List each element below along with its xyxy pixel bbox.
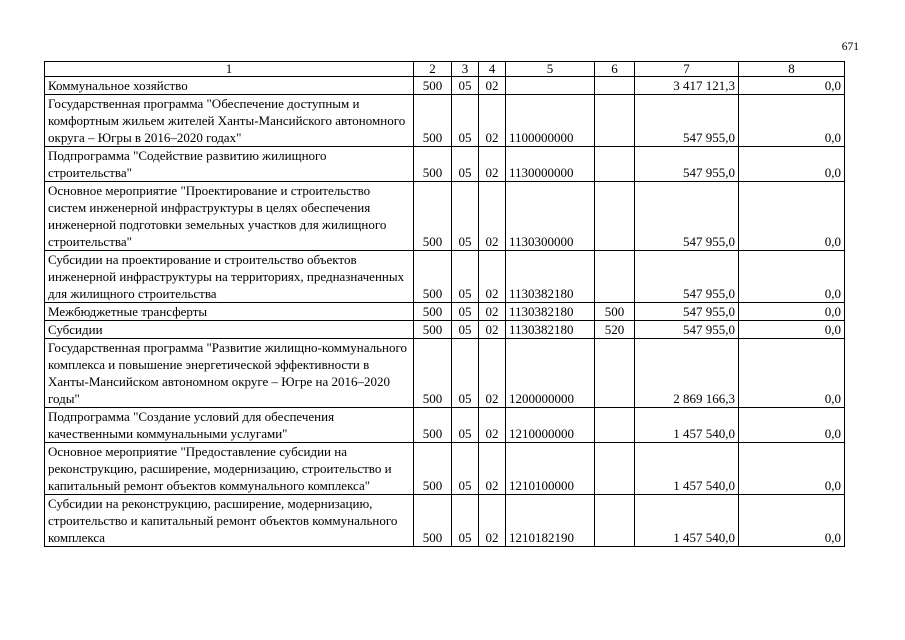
cell-expense-type	[595, 77, 635, 95]
table-row	[45, 303, 845, 321]
cell-amount-federal: 0,0	[739, 408, 845, 443]
cell-expense-type	[595, 95, 635, 147]
cell-expense-type	[595, 495, 635, 547]
cell-amount-federal: 0,0	[739, 77, 845, 95]
cell-expense-type	[595, 251, 635, 303]
cell-subsection: 02	[479, 147, 506, 182]
cell-amount: 547 955,0	[635, 303, 739, 321]
cell-amount-federal: 0,0	[739, 95, 845, 147]
cell-amount: 547 955,0	[635, 251, 739, 303]
cell-target-article: 1130300000	[506, 182, 595, 251]
row-name: Государственная программа "Развитие жилищно-коммунального комплекса и повышение энергетической эффективности в Ханты-Мансийском автономном округе – Югре на 2016–2020 годы"	[45, 339, 414, 408]
cell-section: 05	[452, 443, 479, 495]
cell-section: 05	[452, 251, 479, 303]
cell-admin-code: 500	[414, 443, 452, 495]
cell-section: 05	[452, 408, 479, 443]
cell-section: 05	[452, 147, 479, 182]
cell-admin-code: 500	[414, 95, 452, 147]
cell-amount: 1 457 540,0	[635, 495, 739, 547]
cell-target-article: 1130000000	[506, 147, 595, 182]
cell-expense-type	[595, 408, 635, 443]
cell-subsection: 02	[479, 443, 506, 495]
cell-subsection: 02	[479, 495, 506, 547]
cell-section: 05	[452, 321, 479, 339]
budget-table	[44, 61, 845, 547]
table-row	[45, 95, 845, 147]
cell-target-article: 1130382180	[506, 251, 595, 303]
cell-amount-federal: 0,0	[739, 251, 845, 303]
cell-amount-federal: 0,0	[739, 443, 845, 495]
column-header: 5	[506, 62, 595, 77]
cell-section: 05	[452, 95, 479, 147]
cell-expense-type	[595, 147, 635, 182]
row-name: Межбюджетные трансферты	[45, 303, 414, 321]
row-name: Основное мероприятие "Предоставление субсидии на реконструкцию, расширение, модернизацию, строительство и капитальный ремонт объектов коммунального комплекса"	[45, 443, 414, 495]
row-name: Коммунальное хозяйство	[45, 77, 414, 95]
cell-expense-type	[595, 443, 635, 495]
cell-subsection: 02	[479, 303, 506, 321]
table-row	[45, 408, 845, 443]
column-header: 4	[479, 62, 506, 77]
cell-subsection: 02	[479, 182, 506, 251]
cell-admin-code: 500	[414, 339, 452, 408]
row-name: Подпрограмма "Содействие развитию жилищного строительства"	[45, 147, 414, 182]
cell-target-article: 1210000000	[506, 408, 595, 443]
cell-section: 05	[452, 339, 479, 408]
row-name: Субсидии на проектирование и строительство объектов инженерной инфраструктуры на территориях, предназначенных для жилищного строительства	[45, 251, 414, 303]
row-name: Государственная программа "Обеспечение доступным и комфортным жильем жителей Ханты-Мансийского автономного округа – Югры в 2016–2020 годах"	[45, 95, 414, 147]
cell-admin-code: 500	[414, 495, 452, 547]
cell-target-article: 1130382180	[506, 321, 595, 339]
cell-section: 05	[452, 495, 479, 547]
column-header: 3	[452, 62, 479, 77]
cell-target-article: 1130382180	[506, 303, 595, 321]
cell-admin-code: 500	[414, 321, 452, 339]
cell-admin-code: 500	[414, 303, 452, 321]
column-header: 2	[414, 62, 452, 77]
row-name: Субсидии	[45, 321, 414, 339]
cell-amount-federal: 0,0	[739, 339, 845, 408]
table-row	[45, 443, 845, 495]
cell-admin-code: 500	[414, 182, 452, 251]
row-name: Подпрограмма "Создание условий для обеспечения качественными коммунальными услугами"	[45, 408, 414, 443]
cell-amount: 547 955,0	[635, 182, 739, 251]
column-header: 6	[595, 62, 635, 77]
cell-subsection: 02	[479, 251, 506, 303]
cell-target-article	[506, 77, 595, 95]
cell-amount: 2 869 166,3	[635, 339, 739, 408]
cell-expense-type	[595, 182, 635, 251]
table-row	[45, 339, 845, 408]
cell-expense-type: 500	[595, 303, 635, 321]
table-header-row	[45, 62, 845, 77]
row-name: Основное мероприятие "Проектирование и строительство систем инженерной инфраструктуры в целях обеспечения инженерной подготовки земельных участков для жилищного строительства"	[45, 182, 414, 251]
cell-subsection: 02	[479, 408, 506, 443]
cell-section: 05	[452, 303, 479, 321]
cell-admin-code: 500	[414, 408, 452, 443]
cell-admin-code: 500	[414, 251, 452, 303]
cell-amount: 1 457 540,0	[635, 443, 739, 495]
cell-target-article: 1210182190	[506, 495, 595, 547]
cell-admin-code: 500	[414, 77, 452, 95]
cell-amount: 547 955,0	[635, 147, 739, 182]
cell-amount-federal: 0,0	[739, 495, 845, 547]
cell-amount: 1 457 540,0	[635, 408, 739, 443]
table-row	[45, 321, 845, 339]
cell-target-article: 1200000000	[506, 339, 595, 408]
cell-amount-federal: 0,0	[739, 321, 845, 339]
cell-target-article: 1100000000	[506, 95, 595, 147]
cell-amount-federal: 0,0	[739, 303, 845, 321]
cell-amount-federal: 0,0	[739, 147, 845, 182]
cell-amount: 547 955,0	[635, 95, 739, 147]
column-header: 1	[45, 62, 414, 77]
page-number: 671	[841, 41, 859, 53]
cell-subsection: 02	[479, 77, 506, 95]
cell-amount: 547 955,0	[635, 321, 739, 339]
cell-admin-code: 500	[414, 147, 452, 182]
table-row	[45, 495, 845, 547]
table-row	[45, 182, 845, 251]
table-row	[45, 251, 845, 303]
cell-target-article: 1210100000	[506, 443, 595, 495]
cell-expense-type	[595, 339, 635, 408]
cell-amount-federal: 0,0	[739, 182, 845, 251]
cell-subsection: 02	[479, 339, 506, 408]
cell-section: 05	[452, 77, 479, 95]
cell-subsection: 02	[479, 321, 506, 339]
cell-amount: 3 417 121,3	[635, 77, 739, 95]
column-header: 7	[635, 62, 739, 77]
cell-section: 05	[452, 182, 479, 251]
table-row	[45, 77, 845, 95]
cell-expense-type: 520	[595, 321, 635, 339]
cell-subsection: 02	[479, 95, 506, 147]
row-name: Субсидии на реконструкцию, расширение, модернизацию, строительство и капитальный ремонт объектов коммунального комплекса	[45, 495, 414, 547]
table-row	[45, 147, 845, 182]
column-header: 8	[739, 62, 845, 77]
